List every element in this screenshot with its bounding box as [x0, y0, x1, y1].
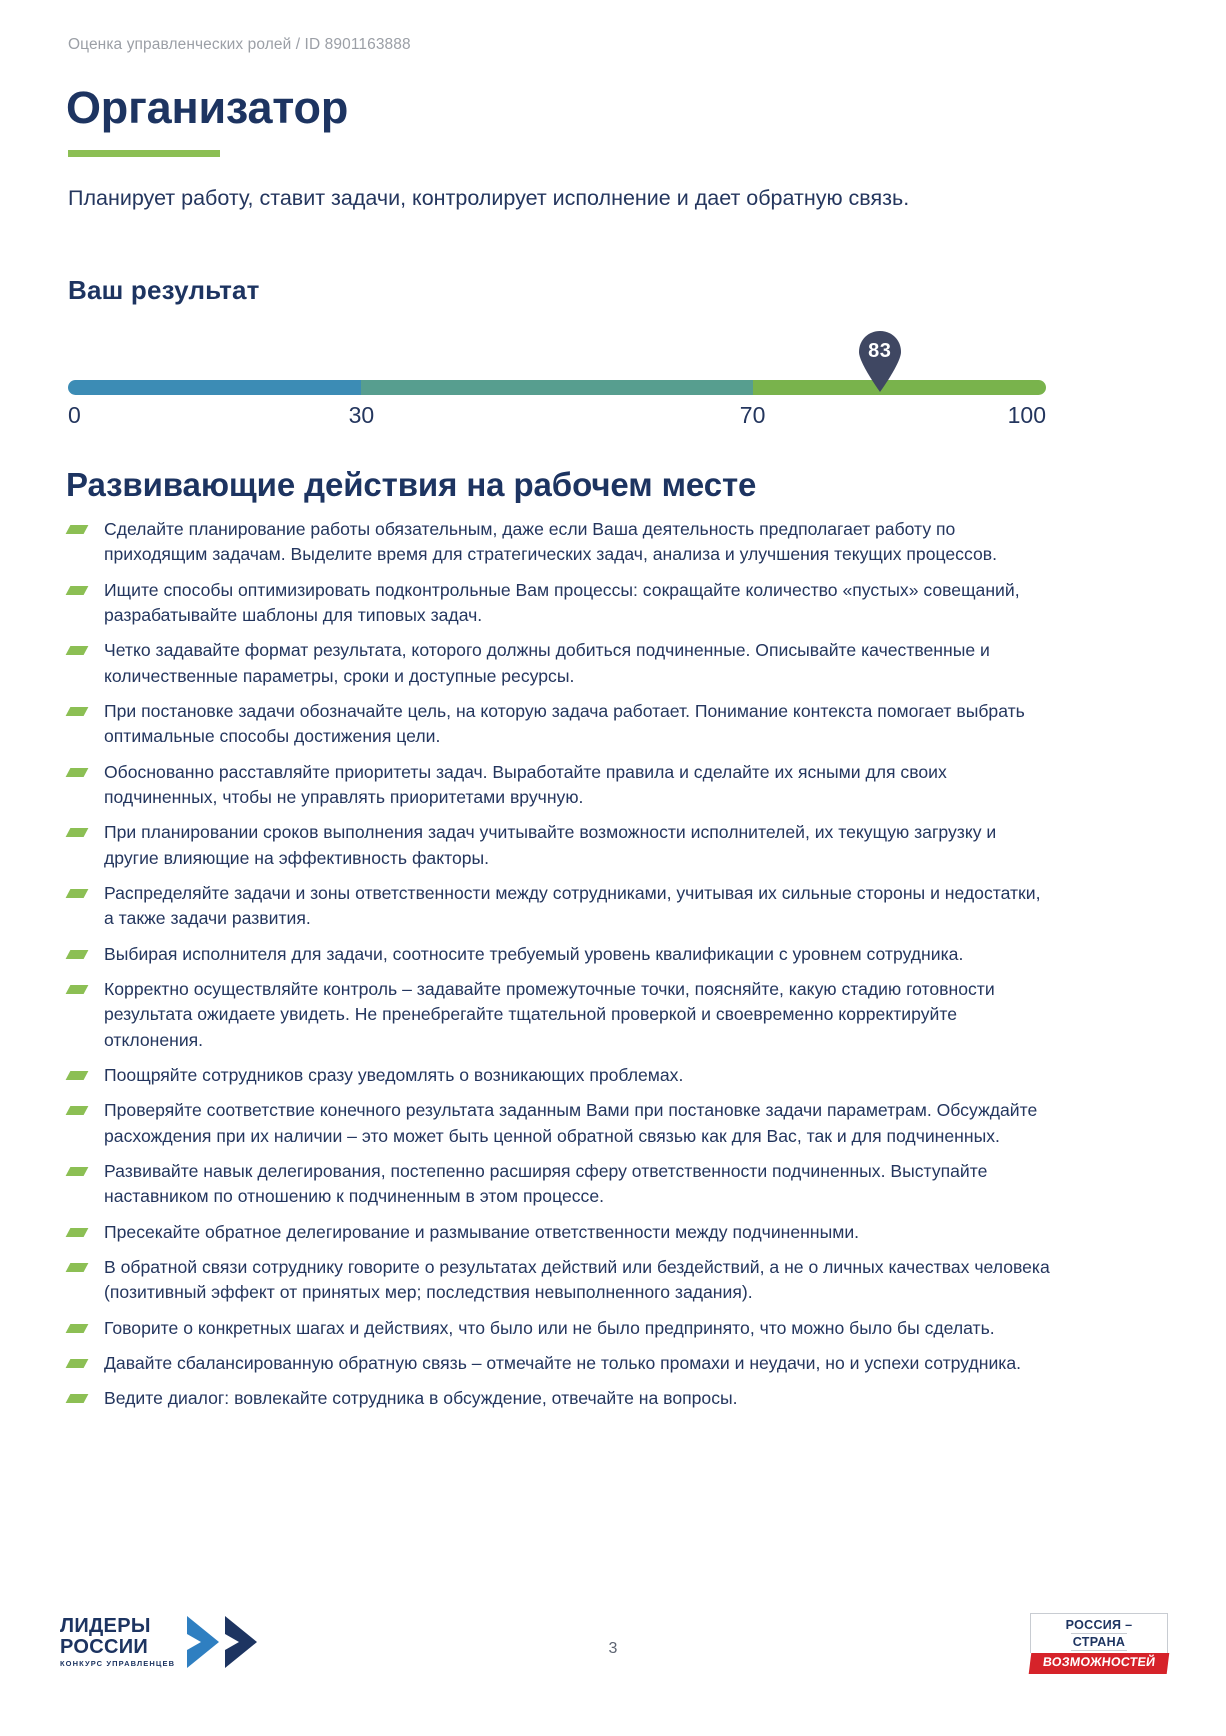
leaders-logo-line2: РОССИИ — [60, 1635, 149, 1658]
scale-tick-100: 100 — [1007, 402, 1046, 428]
bullet-marker-icon — [66, 707, 89, 716]
score-bar-segment-low — [68, 380, 361, 395]
list-item-text: Проверяйте соответствие конечного результата заданным Вами при постановке задачи параметрам. Обсуждайте расхождения при их наличии – это может быть ценной обратной связью как для Вас, так и для подчиненных. — [104, 1100, 1038, 1146]
list-item-text: В обратной связи сотруднику говорите о результатах действий или бездействий, а не о личных качествах человека (позитивный эффект от принятых мер; последствия невыполненного задания). — [104, 1256, 1050, 1303]
bullet-marker-icon — [66, 1106, 89, 1115]
list-item — [66, 1255, 1051, 1306]
bullet-marker-icon — [66, 586, 89, 595]
bullet-marker-icon — [66, 768, 89, 777]
list-item-text: Сделайте планирование работы обязательным, даже если Ваша деятельность предполагает работу по приходящим задачам. Выделите время для стратегических задач, анализа и улучшения текущих процессов. — [104, 519, 997, 565]
scale-ticks — [68, 402, 1046, 432]
list-item — [66, 1098, 1051, 1149]
scale-tick-0: 0 — [68, 402, 81, 428]
list-item-text: Развивайте навык делегирования, постепенно расширяя сферу ответственности подчиненных. Выступайте наставником по отношению к подчиненным в этом процессе. — [104, 1160, 988, 1207]
bullet-marker-icon — [66, 646, 89, 655]
list-item-text: Выбирая исполнителя для задачи, соотносите требуемый уровень квалификации с уровнем сотрудника. — [104, 943, 964, 964]
leaders-logo-line3: КОНКУРС УПРАВЛЕНЦЕВ — [60, 1659, 176, 1669]
bullet-marker-icon — [66, 889, 89, 898]
list-item-text: Говорите о конкретных шагах и действиях, что было или не было предпринято, что можно было бы сделать. — [104, 1317, 995, 1338]
scale-tick-30: 30 — [348, 402, 375, 428]
bullet-marker-icon — [66, 828, 89, 837]
bullet-marker-icon — [66, 525, 89, 534]
bullet-marker-icon — [66, 985, 89, 994]
bullet-marker-icon — [66, 1324, 89, 1333]
page-title: Организатор — [66, 82, 349, 133]
list-item — [66, 760, 1051, 811]
list-item — [66, 517, 1051, 568]
list-item-text: Распределяйте задачи и зоны ответственности между сотрудниками, учитывая их сильные стороны и недостатки, а также задачи развития. — [104, 882, 1041, 929]
bullet-marker-icon — [66, 1359, 89, 1368]
list-item — [66, 1220, 1051, 1245]
list-item — [66, 977, 1051, 1053]
bullet-marker-icon — [66, 1167, 89, 1176]
document-meta-line: Оценка управленческих ролей / ID 8901163888 — [68, 36, 411, 53]
score-bar-segment-medium — [361, 380, 752, 395]
page-footer — [0, 1586, 1226, 1736]
bullet-marker-icon — [66, 1394, 89, 1403]
rso-logo-line3: ВОЗМОЖНОСТЕЙ — [1029, 1653, 1170, 1674]
list-item-text: Ведите диалог: вовлекайте сотрудника в обсуждение, отвечайте на вопросы. — [104, 1388, 738, 1409]
list-item — [66, 881, 1051, 932]
list-item — [66, 1159, 1051, 1210]
leaders-logo-line1: ЛИДЕРЫ — [60, 1614, 151, 1637]
rso-logo-line2: СТРАНА — [1072, 1635, 1126, 1650]
rso-logo-line1: РОССИЯ – — [1065, 1618, 1133, 1633]
section-heading: Развивающие действия на рабочем месте — [66, 466, 757, 503]
list-item-text: Корректно осуществляйте контроль – задавайте промежуточные точки, поясняйте, какую стадию готовности результата ожидаете увидеть. Не пренебрегайте тщательной проверкой и своевременно корректируйте отклонения. — [104, 978, 995, 1050]
bullet-marker-icon — [66, 1228, 89, 1237]
list-item-text: Обоснованно расставляйте приоритеты задач. Выработайте правила и сделайте их ясными для своих подчиненных, чтобы не управлять приоритетами вручную. — [104, 761, 947, 807]
list-item — [66, 942, 1051, 967]
list-item-text: Давайте сбалансированную обратную связь – отмечайте не только промахи и неудачи, но и успехи сотрудника. — [104, 1352, 1022, 1373]
score-marker — [855, 330, 905, 392]
list-item-text: Четко задавайте формат результата, которого должны добиться подчиненные. Описывайте качественные и количественные параметры, сроки и доступные ресурсы. — [104, 640, 990, 686]
scale-tick-70: 70 — [739, 402, 766, 428]
score-section-label: Ваш результат — [68, 275, 260, 305]
bullet-marker-icon — [66, 1071, 89, 1080]
list-item-text: При постановке задачи обозначайте цель, на которую задача работает. Понимание контекста помогает выбрать оптимальные способы достижения цели. — [104, 700, 1025, 747]
bullet-marker-icon — [66, 950, 89, 959]
page-number: 3 — [608, 1640, 618, 1657]
role-description: Планирует работу, ставит задачи, контролирует исполнение и дает обратную связь. — [68, 186, 910, 210]
list-item — [66, 638, 1051, 689]
title-underline-rule — [68, 150, 220, 157]
list-item — [66, 1316, 1051, 1341]
list-item — [66, 1351, 1051, 1376]
score-value: 83 — [868, 340, 892, 362]
rso-logo-box — [1030, 1613, 1168, 1653]
russia-land-of-opportunity-logo — [1030, 1613, 1168, 1674]
list-item — [66, 699, 1051, 750]
list-item-text: Пресекайте обратное делегирование и размывание ответственности между подчиненными. — [104, 1221, 860, 1242]
score-scale — [68, 330, 1046, 435]
list-item-text: Ищите способы оптимизировать подконтрольные Вам процессы: сокращайте количество «пустых» совещаний, разрабатывайте шаблоны для типовых задач. — [104, 579, 1020, 625]
development-actions-list — [66, 517, 1051, 1422]
list-item-text: При планировании сроков выполнения задач учитывайте возможности исполнителей, их текущую загрузку и другие влияющие на эффективность факторы. — [104, 822, 997, 868]
bullet-marker-icon — [66, 1263, 89, 1272]
list-item — [66, 578, 1051, 629]
list-item-text: Поощряйте сотрудников сразу уведомлять о возникающих проблемах. — [104, 1064, 684, 1085]
list-item — [66, 1386, 1051, 1411]
list-item — [66, 1063, 1051, 1088]
list-item — [66, 820, 1051, 871]
